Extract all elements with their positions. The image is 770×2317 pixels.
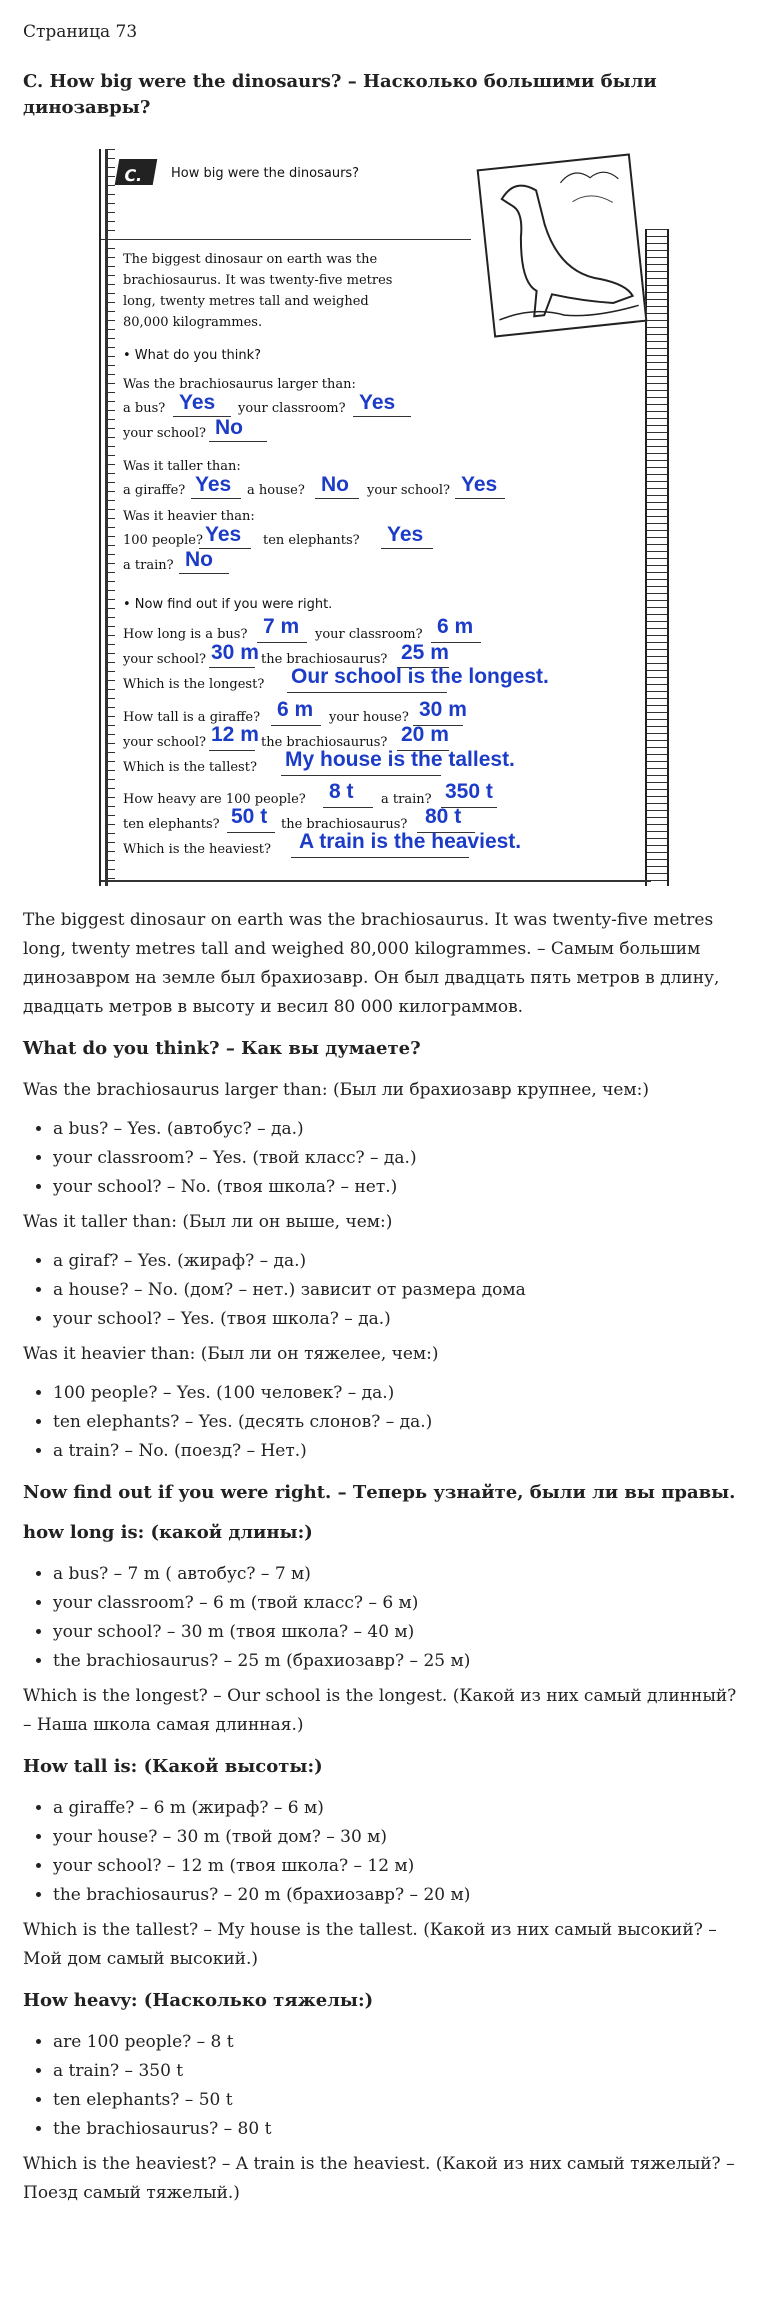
right-ruler — [645, 229, 669, 886]
list-item: • your school? – No. (твоя школа? – нет.) — [53, 1173, 748, 1202]
divider — [101, 239, 471, 240]
intro-line-1: The biggest dinosaur on earth was the — [123, 252, 378, 267]
intro-line-3: long, twenty metres tall and weighed — [123, 294, 369, 309]
q3-text: Was it heavier than: — [123, 509, 255, 524]
sheet-title: How big were the dinosaurs? — [171, 166, 360, 181]
l3-text: your school? — [123, 652, 206, 667]
answer-train: No — [185, 548, 213, 571]
answer-people: Yes — [205, 523, 242, 546]
q1-text: Was the brachiosaurus larger than: — [123, 377, 356, 392]
list-item: • your school? – 12 m (твоя школа? – 12 м) — [53, 1852, 748, 1881]
list-item: • ten elephants? – 50 t — [53, 2086, 748, 2115]
q3b-text: ten elephants? — [263, 533, 360, 548]
tall-list — [23, 1794, 748, 1910]
q1c-text: your school? — [123, 426, 206, 441]
answer-tall-house: 30 m — [419, 698, 467, 721]
answer-classroom: Yes — [359, 391, 396, 414]
list-item: • a house? – No. (дом? – нет.) зависит от размера дома — [53, 1276, 748, 1305]
list-item: • a giraf? – Yes. (жираф? – да.) — [53, 1247, 748, 1276]
t5-text: Which is the tallest? — [123, 760, 257, 775]
think-heading: • What do you think? — [123, 348, 262, 363]
list-item: • 100 people? – Yes. (100 человек? – да.) — [53, 1379, 748, 1408]
longest-answer: Which is the longest? – Our school is the longest. (Какой из них самый длинный? – Наша школа самая длинная.) — [23, 1686, 737, 1735]
list-item: • the brachiosaurus? – 80 t — [53, 2115, 748, 2144]
heading-long: how long is: (какой длины:) — [23, 1522, 313, 1543]
taller-question: Was it taller than: (Был ли он выше, чем:) — [23, 1212, 393, 1232]
list-item: • a train? – 350 t — [53, 2057, 748, 2086]
intro-line-2: brachiosaurus. It was twenty-five metres — [123, 273, 393, 288]
section-title: C. How big were the dinosaurs? – Насколько большими были динозавры? — [23, 71, 657, 118]
list-item: • a train? – No. (поезд? – Нет.) — [53, 1437, 748, 1466]
larger-list — [23, 1115, 748, 1202]
list-item: • ten elephants? – Yes. (десять слонов? – да.) — [53, 1408, 748, 1437]
intro-paragraph: The biggest dinosaur on earth was the brachiosaurus. It was twenty-five metres long, twenty metres tall and weighed 80,000 kilogrammes. – Самым большим динозавром на земле был брахиозавр. Он был двадцать пять метров в длину, двадцать метров в высоту и весил 80 000 килограммов. — [23, 910, 720, 1017]
l4-text: the brachiosaurus? — [261, 652, 388, 667]
answer-house: No — [321, 473, 349, 496]
answer-heaviest: A train is the heaviest. — [299, 830, 522, 853]
h3-text: ten elephants? — [123, 817, 220, 832]
answer-len-school: 30 m — [211, 641, 259, 664]
h4-text: the brachiosaurus? — [281, 817, 408, 832]
heading-find: Now find out if you were right. – Теперь узнайте, были ли вы правы. — [23, 1482, 736, 1503]
answer-heavy-train: 350 t — [445, 780, 493, 803]
tallest-answer: Which is the tallest? – My house is the tallest. (Какой из них самый высокий? – Мой дом самый высокий.) — [23, 1920, 717, 1969]
l1-text: How long is a bus? — [123, 627, 248, 642]
h5-text: Which is the heaviest? — [123, 842, 271, 857]
t2-text: your house? — [329, 710, 409, 725]
heading-think: What do you think? – Как вы думаете? — [23, 1038, 421, 1059]
list-item: • the brachiosaurus? – 25 m (брахиозавр? – 25 м) — [53, 1647, 748, 1676]
q2c-text: your school? — [367, 483, 450, 498]
list-item: • a bus? – 7 m ( автобус? – 7 м) — [53, 1560, 748, 1589]
answer-longest: Our school is the longest. — [291, 665, 549, 688]
list-item: • your house? – 30 m (твой дом? – 30 м) — [53, 1823, 748, 1852]
q2a-text: a giraffe? — [123, 483, 186, 498]
page-label: Страница 73 — [23, 22, 138, 42]
answer-heavy-elephants: 50 t — [231, 805, 268, 828]
q3a-text: 100 people? — [123, 533, 203, 548]
answer-tall-school: 12 m — [211, 723, 259, 746]
answer-school-taller: Yes — [461, 473, 498, 496]
heaviest-answer: Which is the heaviest? – A train is the heaviest. (Какой из них самый тяжелый? – Поезд самый тяжелый.) — [23, 2154, 735, 2203]
answer-school: No — [215, 416, 243, 439]
answer-len-classroom: 6 m — [437, 615, 474, 638]
larger-question: Was the brachiosaurus larger than: (Был ли брахиозавр крупнее, чем:) — [23, 1080, 650, 1100]
q2-text: Was it taller than: — [123, 459, 241, 474]
heavier-question: Was it heavier than: (Был ли он тяжелее, чем:) — [23, 1344, 439, 1364]
t3-text: your school? — [123, 735, 206, 750]
dinosaur-icon — [479, 156, 641, 331]
h1-text: How heavy are 100 people? — [123, 792, 306, 807]
answer-tall-brachio: 20 m — [401, 723, 449, 746]
worksheet-image — [99, 149, 669, 886]
list-item: • the brachiosaurus? – 20 m (брахиозавр? – 20 м) — [53, 1881, 748, 1910]
bottom-rule — [101, 880, 651, 882]
taller-list — [23, 1247, 748, 1334]
q2b-text: a house? — [247, 483, 305, 498]
intro-line-4: 80,000 kilogrammes. — [123, 315, 263, 330]
dinosaur-illustration — [477, 153, 648, 337]
answer-len-brachio: 25 m — [401, 641, 449, 664]
q1a-text: a bus? — [123, 401, 166, 416]
q1b-text: your classroom? — [238, 401, 346, 416]
answer-heavy-people: 8 t — [329, 780, 354, 803]
l5-text: Which is the longest? — [123, 677, 265, 692]
list-item: • your school? – Yes. (твоя школа? – да.) — [53, 1305, 748, 1334]
list-item: • your school? – 30 m (твоя школа? – 40 м) — [53, 1618, 748, 1647]
answer-elephants: Yes — [387, 523, 424, 546]
exercise-logo-icon: C. — [115, 159, 158, 185]
h2-text: a train? — [381, 792, 432, 807]
list-item: • a giraffe? – 6 m (жираф? – 6 м) — [53, 1794, 748, 1823]
list-item: • a bus? – Yes. (автобус? – да.) — [53, 1115, 748, 1144]
l2-text: your classroom? — [315, 627, 423, 642]
answer-bus: Yes — [179, 391, 216, 414]
find-heading: • Now find out if you were right. — [123, 597, 333, 612]
answer-giraffe: Yes — [195, 473, 232, 496]
list-item: • your classroom? – Yes. (твой класс? – да.) — [53, 1144, 748, 1173]
list-item: • are 100 people? – 8 t — [53, 2028, 748, 2057]
heavy-list — [23, 2028, 748, 2144]
long-list — [23, 1560, 748, 1676]
list-item: • your classroom? – 6 m (твой класс? – 6 м) — [53, 1589, 748, 1618]
answer-tall-giraffe: 6 m — [277, 698, 314, 721]
t4-text: the brachiosaurus? — [261, 735, 388, 750]
t1-text: How tall is a giraffe? — [123, 710, 261, 725]
answer-heavy-brachio: 80 t — [425, 805, 462, 828]
answer-tallest: My house is the tallest. — [285, 748, 515, 771]
q3c-text: a train? — [123, 558, 174, 573]
heading-tall: How tall is: (Какой высоты:) — [23, 1756, 323, 1777]
heavier-list — [23, 1379, 748, 1466]
left-ruler — [105, 149, 115, 886]
answer-len-bus: 7 m — [263, 615, 300, 638]
heading-heavy: How heavy: (Насколько тяжелы:) — [23, 1990, 374, 2011]
